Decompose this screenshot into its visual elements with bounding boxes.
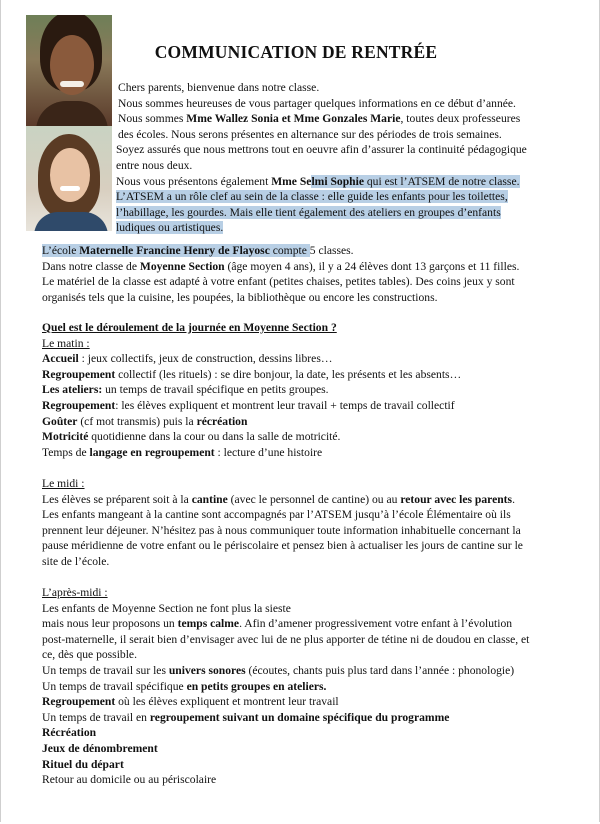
item-text: prennent leur déjeuner. N’hésitez pas à nous communiquer toute information inhabituelle concernant la xyxy=(42,523,521,537)
item-term: Regroupement xyxy=(42,367,116,381)
item-term: Motricité xyxy=(42,430,89,444)
item-term: Regroupement xyxy=(42,695,116,709)
item-text: site de l’école. xyxy=(42,554,110,568)
item-text: Un temps de travail spécifique xyxy=(42,679,187,693)
teacher-photo-1 xyxy=(26,15,112,126)
atsem-photo xyxy=(26,126,112,231)
noon-label: Le midi : xyxy=(42,476,85,490)
page-title: COMMUNICATION DE RENTRÉE xyxy=(154,42,438,62)
item-term: regroupement suivant un domaine spécifique du programme xyxy=(149,710,450,724)
item-term: univers sonores xyxy=(168,664,246,678)
intro-line: qui est l’ATSEM de notre classe. xyxy=(363,174,520,188)
item-text: pause méridienne de votre enfant ou le périscolaire et pensez bien à actualiser les jours de cantine sur le xyxy=(42,539,523,553)
item-text: quotidienne dans la cour ou dans la salle de motricité. xyxy=(88,430,341,444)
intro-line: entre nous deux. xyxy=(116,158,193,172)
item-text: Retour au domicile ou au périscolaire xyxy=(42,773,217,787)
item-text: (cf mot transmis) puis la xyxy=(77,414,197,428)
school-line: 5 classes. xyxy=(309,244,354,257)
schedule-section: Quel est le déroulement de la journée en Moyenne Section ? Le matin : Accueil : jeux collectifs, jeux de construction, dessins libres… Regroupement collectif (les rituels) : se dire bonjour, la date, les présents et les absents… Les ateliers: un temps de travail spécifique en petits groupes. Regroupement: les élèves expliquent et montrent leur travail + temps de travail collectif Goûter (cf mot transmis) puis la récréation Motricité quotidienne dans la cour ou dans la salle de motricité. Temps de langage en regroupement : lecture d’une histoire Le midi : Les élèves se préparent soit à la cantine (avec le personnel de cantine) ou au retour avec les parents. Les enfants mangeant à la cantine sont accompagnés par l’ATSEM jusqu’à l’école Élémentaire où ils prennent leur déjeuner. N’hésitez pas à nous communiquer toute information inhabituelle concernant la pause méridienne de votre enfant ou le périscolaire et pensez bien à actualiser les jours de cantine sur le site de l’école. L’après-midi : Les enfants de Moyenne Section ne font plus la sieste mais nous leur proposons un temps calme. Afin d’amener progressivement votre enfant à l’évolution post-maternelle, il serait bien d’envisager avec lui de ne plus apporter de tétine ni de doudou en classe, et ce, dès que possible. Un temps de travail sur les univers sonores (écoutes, chants puis plus tard dans l’année : phonologie) Un temps de travail spécifique en petits groupes en ateliers. Regroupement où les élèves expliquent et montrent leur travail Un temps de travail en regroupement suivant un domaine spécifique du programme Récréation Jeux de dénombrement Rituel du départ Retour au domicile ou au périscolaire xyxy=(42,321,530,787)
item-text: : jeux collectifs, jeux de construction, dessins libres… xyxy=(78,352,333,366)
item-term: Goûter xyxy=(42,414,78,428)
atsem-name: Mme Se xyxy=(271,174,312,188)
item-text: collectif (les rituels) : se dire bonjour, la date, les présents et les absents… xyxy=(115,367,462,381)
item-text: post-maternelle, il serait bien d’envisager avec lui de ne plus apporter de tétine ni de doudou en classe, et xyxy=(42,632,530,646)
item-text: Un temps de travail en xyxy=(42,710,150,724)
class-line: Dans notre classe de xyxy=(42,259,140,273)
teachers-names: Mme Wallez Sonia et Mme Gonzales Marie xyxy=(186,112,401,126)
school-name: Maternelle Francine Henry de Flayosc xyxy=(79,244,270,257)
item-text: où les élèves expliquent et montrent leur travail xyxy=(115,695,339,709)
class-name: Moyenne Section xyxy=(139,259,225,273)
atsem-role: ludiques ou artistiques. xyxy=(116,221,224,235)
class-line: (âge moyen 4 ans), il y a 24 élèves dont 13 garçons et 11 filles. xyxy=(224,259,520,273)
atsem-role: l’habillage, les gourdes. Mais elle tient également des ateliers en groupes d’enfants xyxy=(116,205,501,219)
item-text: : les élèves expliquent et montrent leur travail + temps de travail collectif xyxy=(115,398,455,412)
school-line: L’école xyxy=(42,244,80,257)
school-line: organisés tels que la cuisine, les poupées, la bibliothèque ou encore les constructions. xyxy=(42,290,438,304)
item-term: récréation xyxy=(196,414,248,428)
morning-label: Le matin : xyxy=(42,336,90,350)
afternoon-label: L’après-midi : xyxy=(42,586,108,600)
item-term: Regroupement xyxy=(42,398,116,412)
item-text: Les élèves se préparent soit à la xyxy=(42,492,192,506)
item-term: Récréation xyxy=(42,726,97,740)
item-text: mais nous leur proposons un xyxy=(42,617,178,631)
item-term: cantine xyxy=(191,492,228,506)
item-term: Accueil xyxy=(42,352,79,366)
intro-text xyxy=(118,80,520,142)
schedule-heading: Quel est le déroulement de la journée en Moyenne Section ? xyxy=(42,321,337,334)
intro-line: Chers parents, bienvenue dans notre classe. xyxy=(118,81,320,94)
item-term: temps calme xyxy=(177,617,240,631)
item-term: Les ateliers: xyxy=(42,383,103,397)
item-text: (écoutes, chants puis plus tard dans l’année : phonologie) xyxy=(245,664,515,678)
intro-line: Nous sommes heureuses de vous partager quelques informations en ce début d’année. xyxy=(118,96,516,110)
item-text: : lecture d’une histoire xyxy=(214,445,323,459)
intro-line: Nous sommes xyxy=(118,112,187,126)
school-line: compte xyxy=(269,244,310,257)
item-text: un temps de travail spécifique en petits groupes. xyxy=(102,383,329,397)
item-text: ce, dès que possible. xyxy=(42,648,137,662)
item-term: langage en regroupement xyxy=(89,445,215,459)
atsem-name-highlight: lmi Sophie xyxy=(311,174,364,188)
item-term: Jeux de dénombrement xyxy=(42,742,158,756)
item-term: retour avec les parents xyxy=(400,492,513,506)
item-text: Les enfants de Moyenne Section ne font plus la sieste xyxy=(42,601,291,615)
item-text: (avec le personnel de cantine) ou au xyxy=(227,492,401,506)
item-term: Rituel du départ xyxy=(42,757,124,771)
item-text: Temps de xyxy=(42,445,90,459)
intro-line: Soyez assurés que nous mettrons tout en oeuvre afin d’assurer la continuité pédagogique xyxy=(116,143,527,157)
item-text: . Afin d’amener progressivement votre enfant à l’évolution xyxy=(239,617,513,631)
intro-line: des écoles. Nous serons présentes en alternance sur des périodes de trois semaines. xyxy=(118,127,502,141)
atsem-role: L’ATSEM a un rôle clef au sein de la classe : elle guide les enfants pour les toilettes, xyxy=(116,190,508,204)
intro-text-2 xyxy=(116,142,527,236)
school-section xyxy=(42,243,519,305)
item-text: Les enfants mangeant à la cantine sont accompagnés par l’ATSEM jusqu’à l’école Élémentaire où ils xyxy=(42,508,511,522)
item-term: en petits groupes en ateliers. xyxy=(186,679,327,693)
intro-line: Nous vous présentons également xyxy=(116,174,272,188)
school-line: Le matériel de la classe est adapté à votre enfant (petites chaises, petites tables). Des coins jeux y sont xyxy=(42,275,515,289)
item-text: Un temps de travail sur les xyxy=(42,664,169,678)
intro-line: , toutes deux professeures xyxy=(400,112,521,126)
